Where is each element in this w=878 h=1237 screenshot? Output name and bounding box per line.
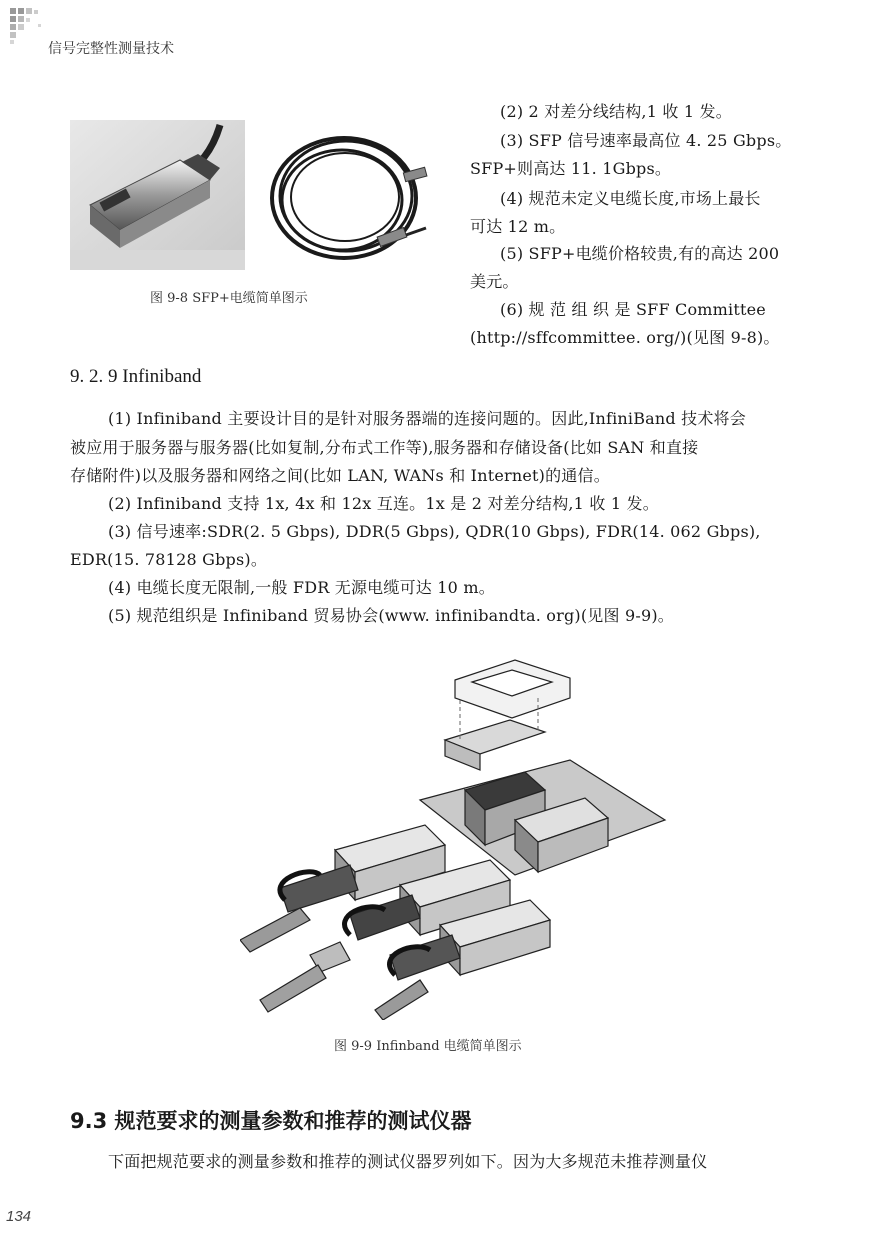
sfp-item-4-line1: (4) 规范未定义电缆长度,市场上最长 [500, 189, 761, 208]
header-decoration-icon [8, 6, 48, 50]
figure-9-8-sfp-plug-photo [70, 120, 245, 270]
section-9-3-heading: 9.3 规范要求的测量参数和推荐的测试仪器 [70, 1109, 472, 1133]
infiniband-p1-line2: 被应用于服务器与服务器(比如复制,分布式工作等),服务器和存储设备(比如 SAN 和直接 [70, 438, 699, 457]
sfp-item-6-line2: (http://sffcommittee. org/)(见图 9-8)。 [470, 328, 780, 347]
sfp-item-3-line2: SFP+则高达 11. 1Gbps。 [470, 159, 672, 178]
infiniband-p3-line1: (3) 信号速率:SDR(2. 5 Gbps), DDR(5 Gbps), QDR(10 Gbps), FDR(14. 062 Gbps), [108, 522, 761, 541]
running-header-title: 信号完整性测量技术 [48, 41, 174, 57]
figure-9-8-caption: 图 9-8 SFP+电缆简单图示 [150, 291, 308, 306]
infiniband-p2: (2) Infiniband 支持 1x, 4x 和 12x 互连。1x 是 2 对差分结构,1 收 1 发。 [108, 494, 659, 513]
section-9-3-paragraph: 下面把规范要求的测量参数和推荐的测试仪器罗列如下。因为大多规范未推荐测量仪 [108, 1152, 708, 1171]
sfp-item-3-line1: (3) SFP 信号速率最高位 4. 25 Gbps。 [500, 131, 792, 150]
sfp-item-2: (2) 2 对差分线结构,1 收 1 发。 [500, 102, 732, 121]
sfp-item-4-line2: 可达 12 m。 [470, 217, 566, 236]
section-9-2-9-heading: 9. 2. 9 Infiniband [70, 366, 202, 387]
sfp-item-6-line1: (6) 规 范 组 织 是 SFF Committee [500, 300, 766, 319]
infiniband-p3-line2: EDR(15. 78128 Gbps)。 [70, 550, 268, 569]
figure-9-9-infiniband-cable-illustration [240, 650, 670, 1020]
infiniband-p5: (5) 规范组织是 Infiniband 贸易协会(www. infinibandta. org)(见图 9-9)。 [108, 606, 674, 625]
page-number: 134 [6, 1208, 32, 1225]
sfp-item-5-line1: (5) SFP+电缆价格较贵,有的高达 200 [500, 244, 780, 263]
figure-9-9-caption: 图 9-9 Infinband 电缆简单图示 [334, 1039, 522, 1054]
sfp-item-5-line2: 美元。 [470, 272, 519, 291]
figure-9-8-sfp-cable-coil-photo [266, 128, 431, 268]
infiniband-p4: (4) 电缆长度无限制,一般 FDR 无源电缆可达 10 m。 [108, 578, 495, 597]
infiniband-p1-line3: 存储附件)以及服务器和网络之间(比如 LAN, WANs 和 Internet)的通信。 [70, 466, 610, 485]
infiniband-p1-line1: (1) Infiniband 主要设计目的是针对服务器端的连接问题的。因此,InfiniBand 技术将会 [108, 409, 746, 428]
